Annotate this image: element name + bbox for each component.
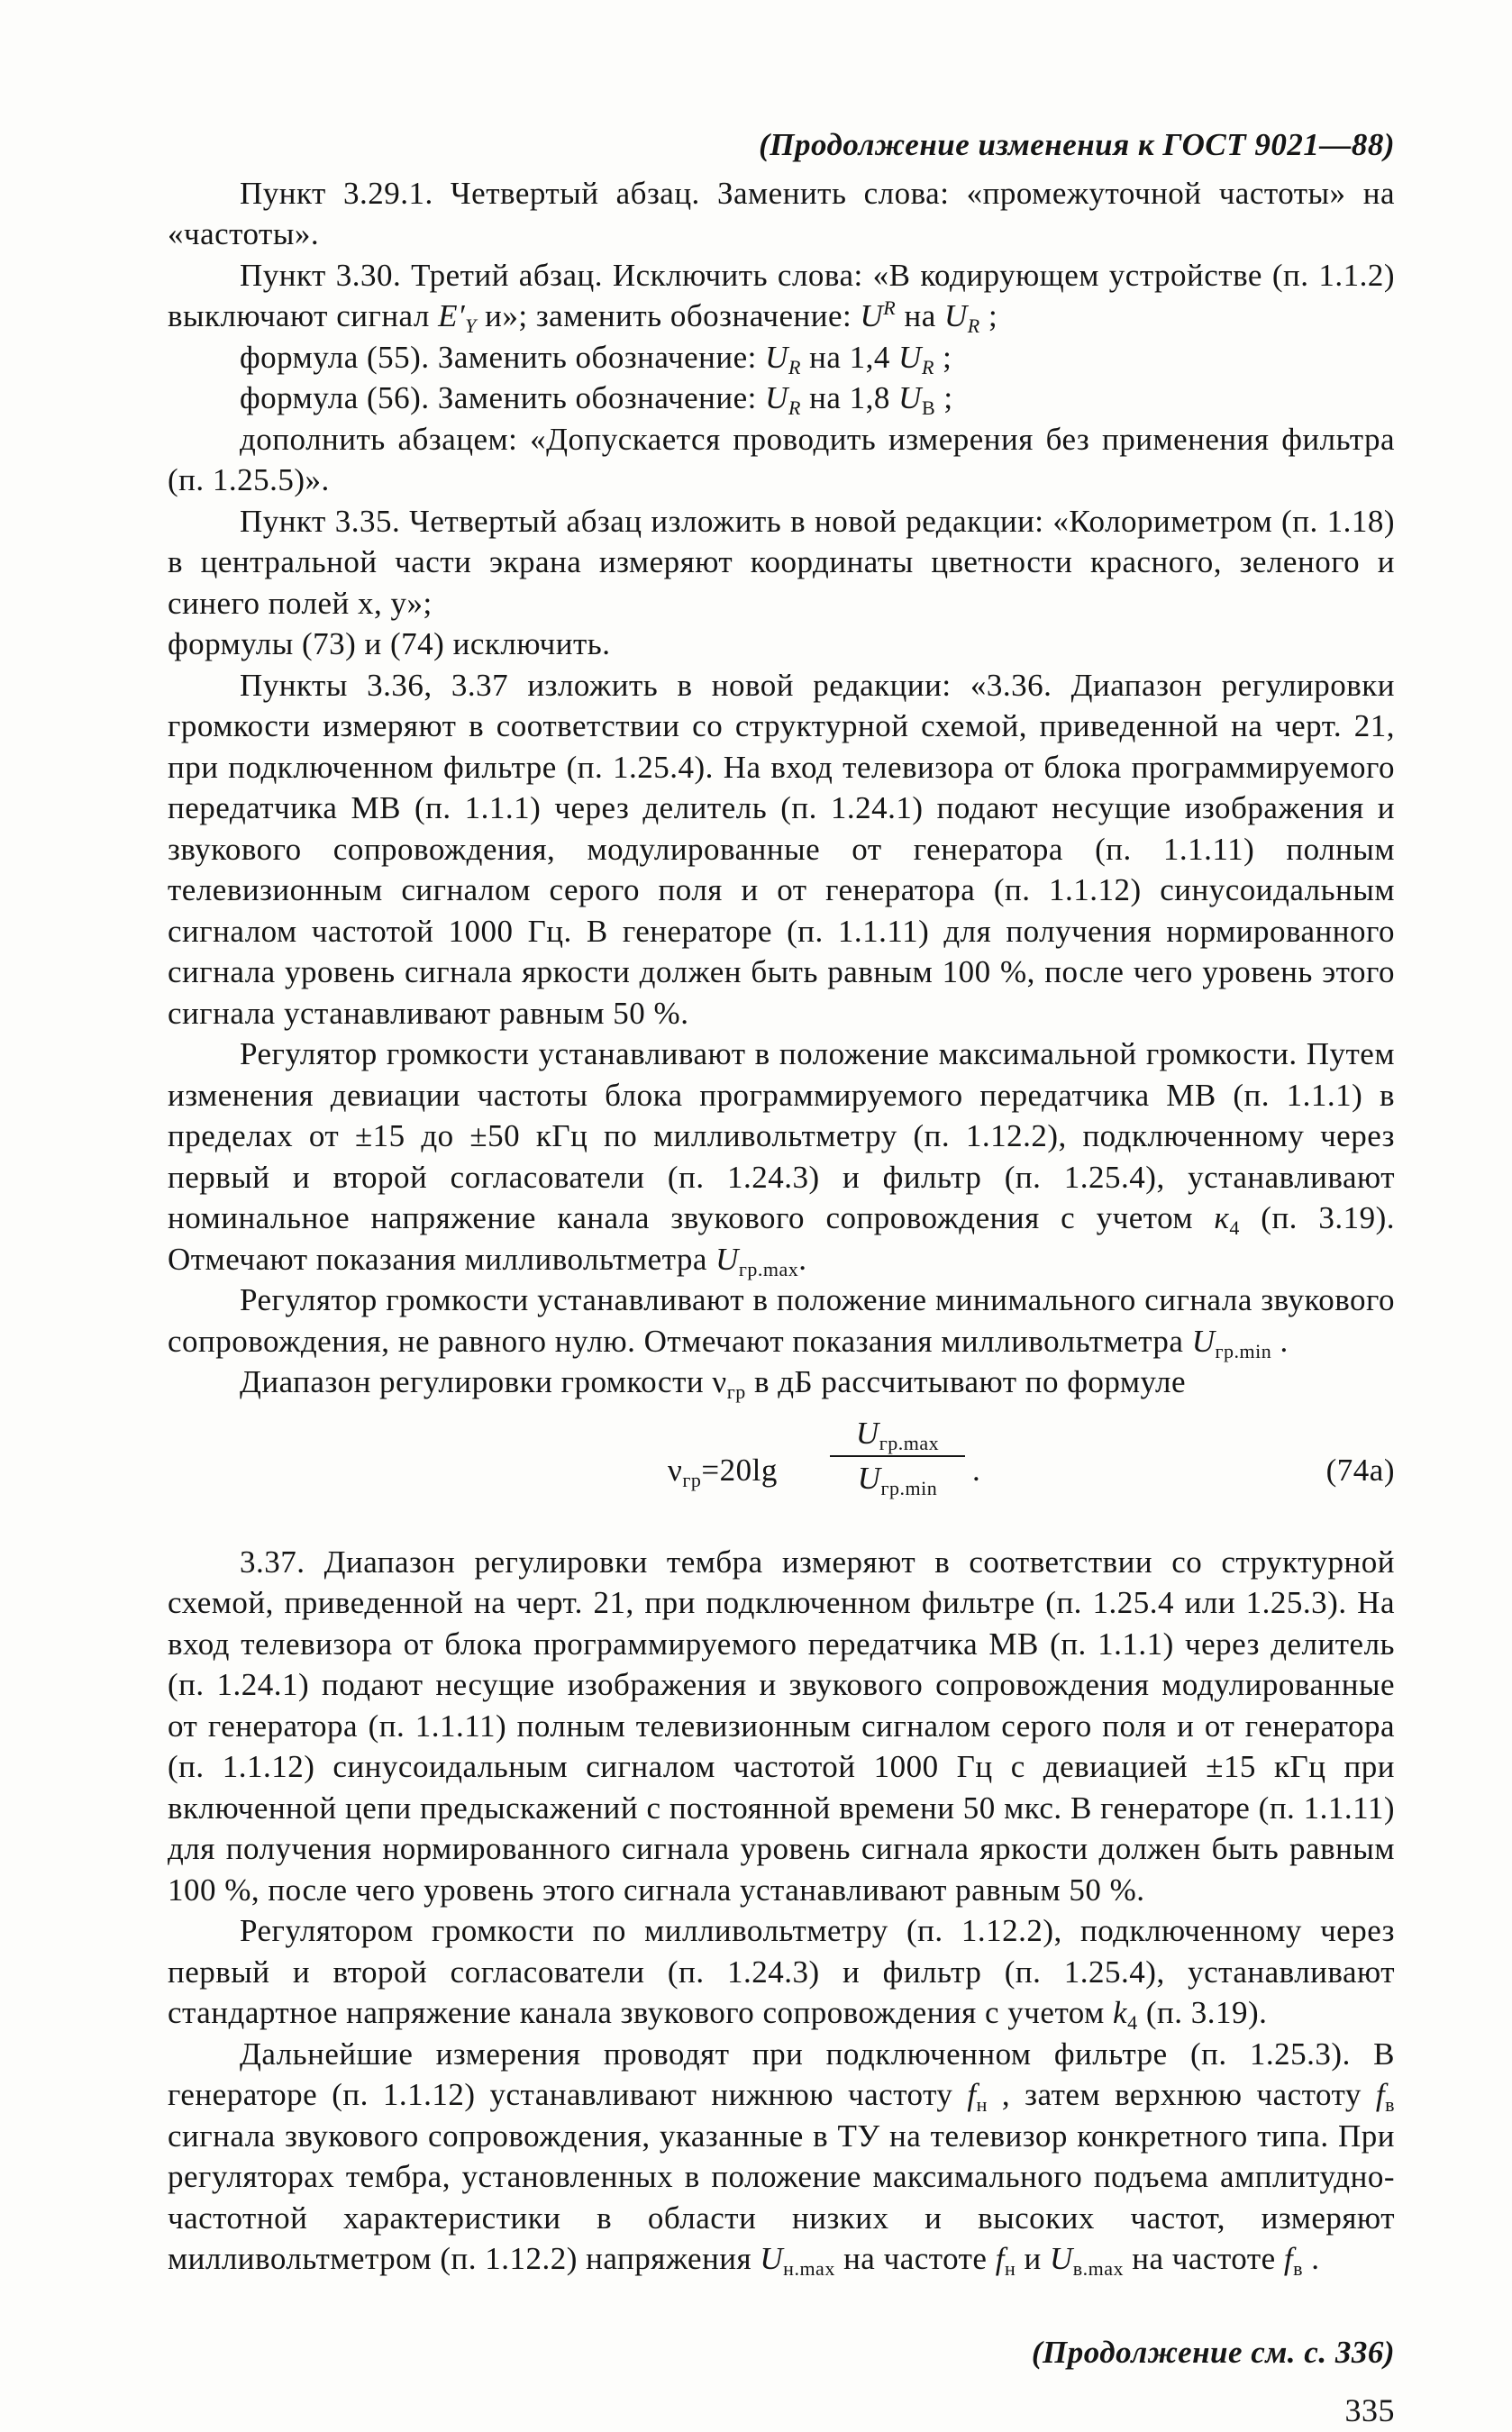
text: на: [896, 298, 944, 333]
text: и»; заменить обозначение:: [476, 298, 861, 333]
paragraph: Пункты 3.36, 3.37 изложить в новой редакции: «3.36. Диапазон регулировки громкости измеряют в соответствии со структурной схемой, приведенной на черт. 21, при подключенном фильтре (п. 1.25.4). На вход телевизора от блока программируемого передатчика МВ (п. 1.1.1) через делитель (п. 1.24.1) подают несущие изображения и звукового сопровождения, модулированные от генератора (п. 1.1.11) полным телевизионным сигналом серого поля и от генератора (п. 1.1.12) синусоидальным сигналом частотой 1000 Гц. В генераторе (п. 1.1.11) для получения нормированного сигнала уровень сигнала яркости должен быть равным 100 %, после чего уровень этого сигнала устанавливают равным 50 %.: [168, 667, 1395, 1031]
text: Пункт 3.30. Третий абзац. Исключить слова: «В кодирующем устройстве (п. 1.1.2) выключают сигнал: [168, 257, 1395, 333]
symbol-ey: E′: [438, 298, 466, 333]
paragraph: [168, 2034, 1395, 2280]
symbol-f: f: [967, 2077, 977, 2112]
text: и: [1016, 2241, 1050, 2276]
subscript: R: [788, 355, 801, 378]
page-content: [168, 124, 1395, 2432]
text: на 1,8: [800, 380, 899, 415]
denominator: [830, 1459, 965, 1498]
text: .: [1271, 1323, 1289, 1359]
symbol-u: U: [898, 339, 922, 375]
subscript: Y: [465, 314, 477, 337]
subscript: н.max: [783, 2257, 835, 2280]
paragraph: дополнить абзацем: «Допускается проводить измерения без применения фильтра (п. 1.25.5)».: [168, 421, 1395, 497]
symbol-u: U: [857, 1460, 881, 1496]
paragraph: [168, 1280, 1395, 1362]
subscript: гр.max: [738, 1257, 799, 1280]
symbol-u: U: [1049, 2241, 1073, 2276]
formula-lhs: [668, 1450, 778, 1491]
formula-74a: [168, 1414, 1395, 1529]
formula-dot: .: [972, 1452, 981, 1488]
subscript: R: [967, 314, 980, 337]
text: , затем верхнюю частоту: [987, 2077, 1376, 2112]
text: формула (55). Заменить обозначение:: [240, 339, 766, 375]
fraction-bar: [830, 1455, 965, 1457]
text: ;: [979, 298, 998, 333]
paragraph: [168, 378, 1395, 419]
text: на частоте: [834, 2241, 996, 2276]
paragraph: 3.37. Диапазон регулировки тембра измеряют в соответствии со структурной схемой, приведенной на черт. 21, при подключенном фильтре (п. 1.25.4 или 1.25.3). На вход телевизора от блока программируемого передатчика МВ (п. 1.1.1) через делитель (п. 1.24.1) подают несущие изображения и звукового сопровождения модулированные от генератора (п. 1.1.11) полным телевизионным сигналом серого поля и от генератора (п. 1.1.12) синусоидальным сигналом частотой 1000 Гц с девиацией ±15 кГц при включенной цепи предыскажений с постоянной времени 50 мкс. В генераторе (п. 1.1.11) для получения нормированного сигнала уровень сигнала яркости должен быть равным 100 %, после чего уровень этого сигнала устанавливают равным 50 %.: [168, 1544, 1395, 1908]
subscript: 4: [1127, 2011, 1138, 2034]
symbol-u: U: [860, 298, 884, 333]
symbol-nu: ν: [668, 1452, 683, 1488]
subscript: в.max: [1072, 2257, 1125, 2280]
symbol-u: U: [715, 1241, 739, 1277]
symbol-u: U: [760, 2241, 784, 2276]
symbol-u: U: [1191, 1323, 1216, 1359]
symbol-f: f: [1375, 2077, 1386, 2112]
continuation-footer: (Продолжение см. с. 336): [1031, 2334, 1395, 2370]
paragraph: [168, 255, 1395, 337]
formula-number: (74а): [1325, 1452, 1395, 1488]
text: (п. 3.19).: [1137, 1995, 1268, 2030]
text: Регулятор громкости устанавливают в положение максимальной громкости. Путем изменения девиации частоты блока программируемого передатчика МВ (п. 1.1.1) в пределах от ±15 до ±50 кГц по милливольтметру (п. 1.12.2), подключенному через первый и второй согласователи (п. 1.24.3) и фильтр (п. 1.25.4), устанавливают номинальное напряжение канала звукового сопровождения с учетом: [168, 1036, 1395, 1235]
superscript: R: [883, 296, 897, 319]
subscript: гр.min: [880, 1476, 938, 1499]
paragraph: [168, 1034, 1395, 1280]
text: ;: [934, 339, 952, 375]
subscript: 4: [1229, 1216, 1240, 1239]
subscript: в: [1385, 2093, 1395, 2116]
symbol-u: U: [765, 380, 788, 415]
symbol-u: U: [943, 298, 968, 333]
text: формула (56). Заменить обозначение:: [240, 380, 766, 415]
subscript: гр.min: [1215, 1339, 1272, 1362]
paragraph: формулы (73) и (74) исключить.: [168, 626, 611, 661]
symbol-u: U: [765, 339, 788, 375]
text: на 1,4: [800, 339, 899, 375]
text: сигнала звукового сопровождения, указанные в ТУ на телевизор конкретного типа. При регуляторах тембра, установленных в положение максимального подъема амплитудно-частотной характеристики в области низких и высоких частот, измеряют милливольтметром (п. 1.12.2) напряжения: [168, 2118, 1395, 2276]
symbol-u: U: [898, 380, 922, 415]
subscript: в: [1293, 2257, 1304, 2280]
symbol-f: f: [995, 2241, 1005, 2276]
text: .: [1303, 2241, 1320, 2276]
subscript: B: [921, 396, 936, 419]
paragraph: Пункт 3.29.1. Четвертый абзац. Заменить слова: «промежуточной частоты» на «частоты».: [168, 175, 1395, 251]
text: Регулятор громкости устанавливают в положение минимального сигнала звукового сопровождения, не равного нулю. Отмечают показания милливольтметра: [168, 1282, 1395, 1359]
symbol-k: к: [1214, 1200, 1230, 1235]
paragraph: [168, 1362, 1395, 1403]
subscript: н: [1004, 2257, 1016, 2280]
continuation-header: (Продолжение изменения к ГОСТ 9021—88): [759, 127, 1395, 162]
text: Диапазон регулировки громкости: [240, 1364, 713, 1399]
subscript: R: [921, 355, 934, 378]
symbol-u: U: [855, 1415, 879, 1451]
text: на частоте: [1124, 2241, 1284, 2276]
formula-fraction: [830, 1414, 965, 1498]
paragraph: [168, 1910, 1395, 2034]
subscript: н: [976, 2093, 988, 2116]
text: Регулятором громкости по милливольтметру (п. 1.12.2), подключенному через первый и второй согласователи (п. 1.24.3) и фильтр (п. 1.25.4), устанавливают стандартное напряжение канала звукового сопровождения с учетом: [168, 1913, 1395, 2030]
subscript: гр.max: [879, 1431, 940, 1454]
paragraph: [168, 337, 1395, 378]
paragraph: Пункт 3.35. Четвертый абзац изложить в новой редакции: «Колориметром (п. 1.18) в центральной части экрана измеряют координаты цветности красного, зеленого и синего полей x, y»;: [168, 503, 1395, 621]
equals-log: =20lg: [701, 1452, 778, 1488]
subscript: гр: [682, 1468, 702, 1491]
text: .: [798, 1241, 807, 1277]
text: в дБ рассчитывают по формуле: [745, 1364, 1187, 1399]
text: (п. 3.19). Отмечают показания милливольтметра: [168, 1200, 1395, 1277]
page-number: 335: [1344, 2392, 1395, 2428]
symbol-nu: ν: [712, 1364, 727, 1399]
text: ;: [935, 380, 953, 415]
subscript: гр: [726, 1380, 746, 1403]
symbol-k: k: [1113, 1995, 1128, 2030]
symbol-f: f: [1283, 2241, 1294, 2276]
numerator: [830, 1414, 965, 1453]
text: Дальнейшие измерения проводят при подключенном фильтре (п. 1.25.3). В генераторе (п. 1.1.12) устанавливают нижнюю частоту: [168, 2036, 1395, 2112]
subscript: R: [788, 396, 801, 419]
